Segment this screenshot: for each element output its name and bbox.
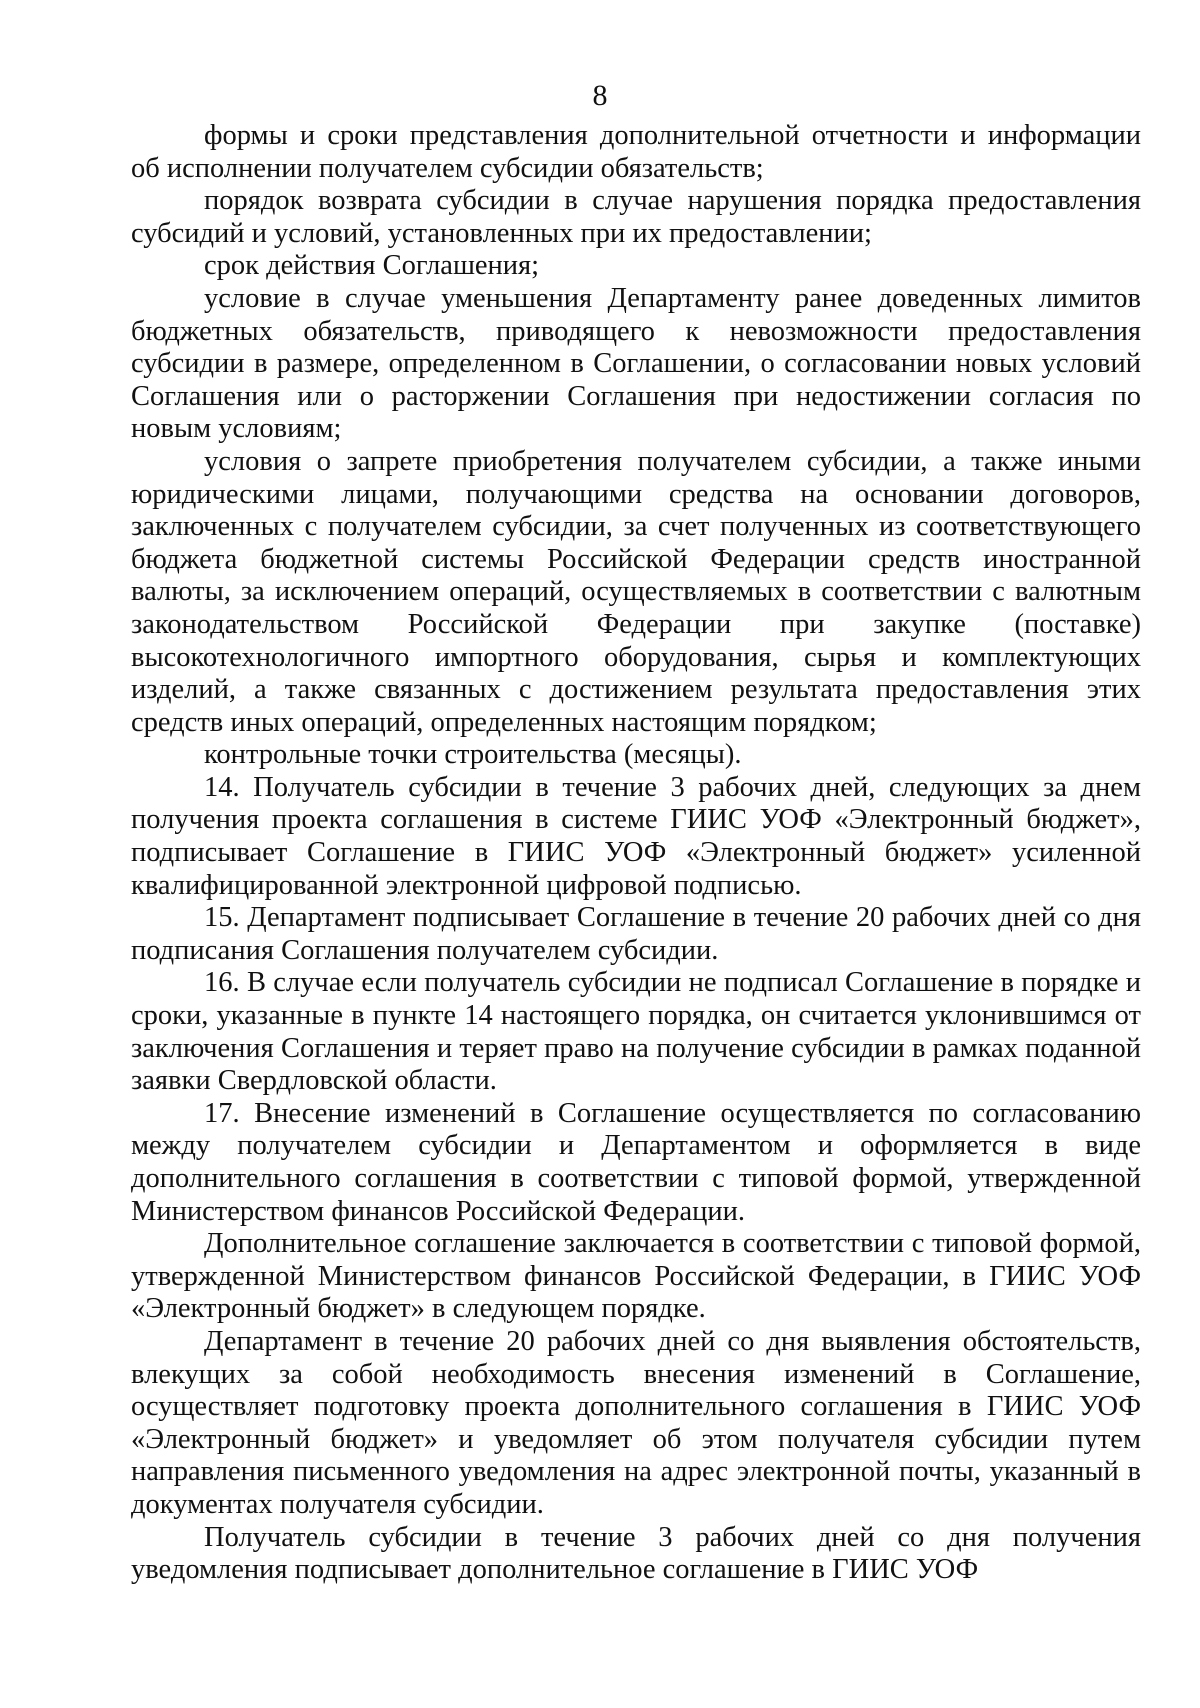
paragraph-reporting-forms: формы и сроки представления дополнительной отчетности и информации об исполнении получателем субсидии обязательств; (131, 120, 1141, 184)
paragraph-additional-agreement: Дополнительное соглашение заключается в соответствии с типовой формой, утвержденной Министерством финансов Российской Федерации, в ГИИС УОФ «Электронный бюджет» в следующем порядке. (131, 1228, 1141, 1325)
paragraph-agreement-term: срок действия Соглашения; (204, 250, 540, 282)
paragraph-refund-procedure: порядок возврата субсидии в случае нарушения порядка предоставления субсидий и условий, установленных при их предоставлении; (131, 185, 1141, 249)
paragraph-clause-17: 17. Внесение изменений в Соглашение осуществляется по согласованию между получателем субсидии и Департаментом и оформляется в виде дополнительного соглашения в соответствии с типовой формой, утвержденной Министерством финансов Российской Федерации. (131, 1097, 1141, 1227)
paragraph-department-notice: Департамент в течение 20 рабочих дней со дня выявления обстоятельств, влекущих за собой необходимость внесения изменений в Соглашение, осуществляет подготовку проекта дополнительного соглашения в ГИИС УОФ «Электронный бюджет» и уведомляет об этом получателя субсидии путем направления письменного уведомления на адрес электронной почты, указанный в документах получателя субсидии. (131, 1325, 1141, 1520)
page-number: 8 (592, 79, 608, 112)
paragraph-limits-reduction: условие в случае уменьшения Департаменту ранее доведенных лимитов бюджетных обязательств, приводящего к невозможности предоставления субсидии в размере, определенном в Соглашении, о согласовании новых условий Соглашения или о расторжении Соглашения при недостижении согласия по новым условиям; (131, 282, 1141, 445)
paragraph-control-points: контрольные точки строительства (месяцы). (204, 739, 742, 771)
document-body (131, 120, 1141, 1587)
paragraph-clause-15: 15. Департамент подписывает Соглашение в течение 20 рабочих дней со дня подписания Соглашения получателем субсидии. (131, 902, 1141, 966)
paragraph-recipient-signing: Получатель субсидии в течение 3 рабочих дней со дня получения уведомления подписывает дополнительное соглашение в ГИИС УОФ (131, 1521, 1141, 1586)
paragraph-clause-14: 14. Получатель субсидии в течение 3 рабочих дней, следующих за днем получения проекта соглашения в системе ГИИС УОФ «Электронный бюджет», подписывает Соглашение в ГИИС УОФ «Электронный бюджет» усиленной квалифицированной электронной цифровой подписью. (131, 771, 1141, 901)
paragraph-currency-ban: условия о запрете приобретения получателем субсидии, а также иными юридическими лицами, получающими средства на основании договоров, заключенных с получателем субсидии, за счет полученных из соответствующего бюджета бюджетной системы Российской Федерации средств иностранной валюты, за исключением операций, осуществляемых в соответствии с валютным законодательством Российской Федерации при закупке (поставке) высокотехнологичного импортного оборудования, сырья и комплектующих изделий, а также связанных с достижением результата предоставления этих средств иных операций, определенных настоящим порядком; (131, 445, 1141, 738)
paragraph-clause-16: 16. В случае если получатель субсидии не подписал Соглашение в порядке и сроки, указанные в пункте 14 настоящего порядка, он считается уклонившимся от заключения Соглашения и теряет право на получение субсидии в рамках поданной заявки Свердловской области. (131, 967, 1141, 1097)
